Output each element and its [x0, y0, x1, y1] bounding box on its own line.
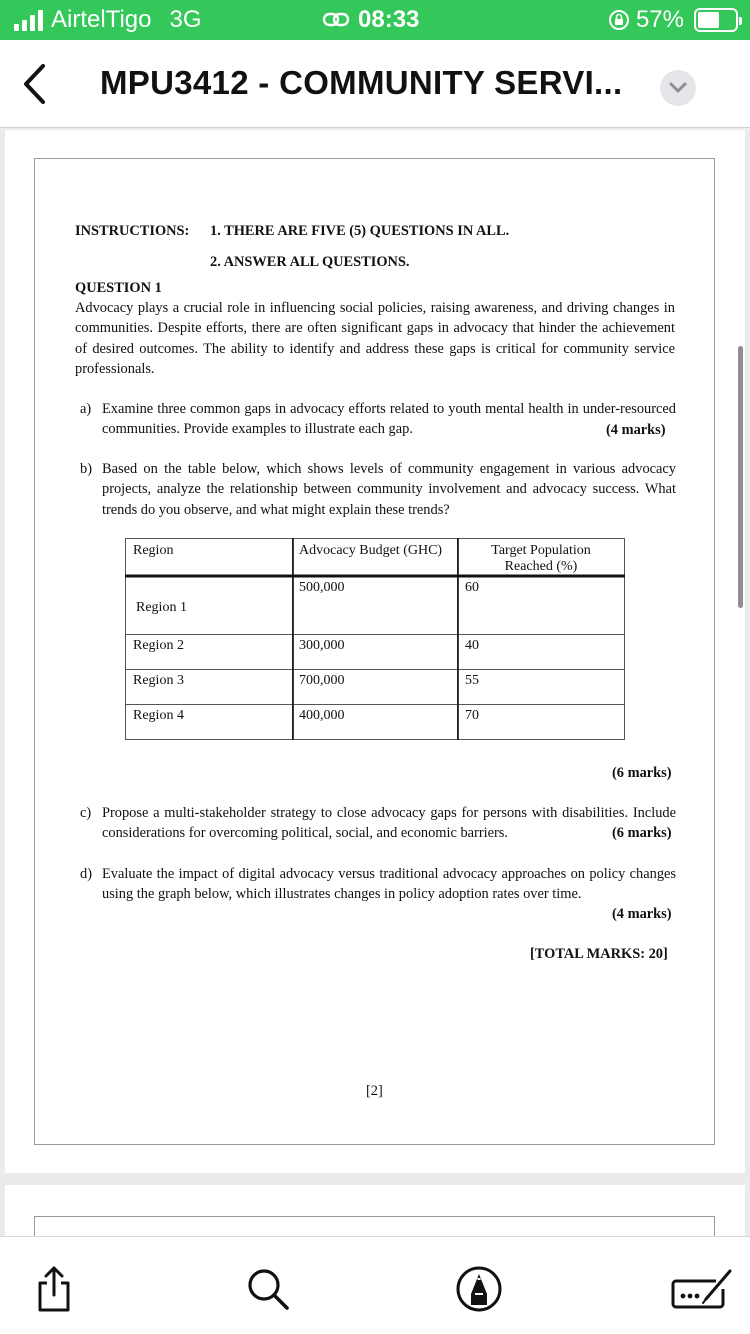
bottom-toolbar [0, 1236, 750, 1334]
search-icon [244, 1265, 292, 1313]
table-cell-region-2: Region 2 [133, 638, 184, 653]
network-type: 3G [169, 6, 202, 33]
markup-pen-icon [454, 1264, 504, 1314]
battery-percent: 57% [635, 6, 684, 33]
question-heading: QUESTION 1 [75, 280, 162, 296]
table-cell-budget-2: 300,000 [299, 638, 345, 653]
signature-field-icon [670, 1267, 736, 1311]
page-number: [2] [366, 1083, 383, 1099]
table-cell-budget-4: 400,000 [299, 708, 345, 723]
navigation-bar [0, 40, 750, 128]
table-cell-target-2: 40 [465, 638, 479, 653]
table-cell-region-3: Region 3 [133, 673, 184, 688]
search-button[interactable] [242, 1263, 294, 1315]
chevron-down-icon [669, 82, 687, 94]
table-cell-region-1: Region 1 [136, 600, 187, 615]
clock [322, 6, 419, 34]
instruction-1: 1. THERE ARE FIVE (5) QUESTIONS IN ALL. [210, 223, 510, 239]
part-c-marks: (6 marks) [612, 825, 672, 841]
table-header-budget: Advocacy Budget (GHC) [299, 543, 443, 558]
table-cell-target-4: 70 [465, 708, 479, 723]
part-c-text: Propose a multi-stakeholder strategy to close advocacy gaps for persons with disabilities. Include considerations for overcoming political, social, and economic barriers. [102, 805, 676, 842]
carrier-name: AirtelTigo [51, 6, 152, 33]
document-title[interactable]: MPU3412 - COMMUNITY SERVI... [100, 64, 623, 101]
instruction-2: 2. ANSWER ALL QUESTIONS. [210, 254, 410, 270]
time: 08:33 [358, 6, 420, 33]
engagement-table [125, 538, 625, 740]
table-cell-target-1: 60 [465, 580, 479, 595]
part-b-marks: (6 marks) [612, 765, 672, 781]
table-header-target: Target Population Reached (%) [491, 543, 591, 574]
part-a-label: a) [80, 401, 92, 417]
markup-button[interactable] [453, 1263, 505, 1315]
scrollbar[interactable] [738, 346, 743, 608]
table-cell-region-4: Region 4 [133, 708, 184, 723]
table-header-region: Region [133, 543, 174, 558]
back-button[interactable] [14, 62, 54, 106]
orientation-lock-icon [608, 9, 630, 31]
instructions-label: INSTRUCTIONS: [75, 223, 190, 239]
carrier-info [14, 6, 202, 34]
part-d-text: Evaluate the impact of digital advocacy versus traditional advocacy approaches on policy changes using the graph below, which illustrates changes in policy adoption rates over time. [102, 866, 676, 903]
part-a-text: Examine three common gaps in advocacy efforts related to youth mental health in under-resourced communities. Provide examples to illustrate each gap. [102, 401, 676, 438]
table-cell-target-3: 55 [465, 673, 479, 688]
part-d-marks: (4 marks) [612, 906, 672, 922]
question-intro: Advocacy plays a crucial role in influencing social policies, raising awareness, and driving changes in communities. Despite efforts, there are often significant gaps in advocacy that hinder the achievement of desired outcomes. The ability to identify and address these gaps is critical for community service professionals. [75, 300, 675, 377]
battery-icon [694, 8, 738, 32]
chevron-left-icon [21, 63, 47, 105]
battery-info [608, 6, 738, 34]
part-c-label: c) [80, 805, 92, 821]
part-b-label: b) [80, 461, 92, 477]
share-icon [32, 1265, 76, 1313]
table-cell-budget-1: 500,000 [299, 580, 345, 595]
hotspot-link-icon [322, 10, 350, 30]
table-cell-budget-3: 700,000 [299, 673, 345, 688]
title-menu-button[interactable] [660, 70, 696, 106]
status-bar [0, 0, 750, 40]
signature-button[interactable] [668, 1263, 738, 1315]
part-d-label: d) [80, 866, 92, 882]
part-a-marks: (4 marks) [606, 422, 666, 438]
share-button[interactable] [28, 1263, 80, 1315]
part-b-text: Based on the table below, which shows levels of community engagement in various advocacy projects, analyze the relationship between community involvement and advocacy success. What trends do you observe, and what might explain these trends? [102, 461, 676, 518]
signal-strength-icon [14, 9, 43, 31]
total-marks: [TOTAL MARKS: 20] [530, 946, 668, 962]
